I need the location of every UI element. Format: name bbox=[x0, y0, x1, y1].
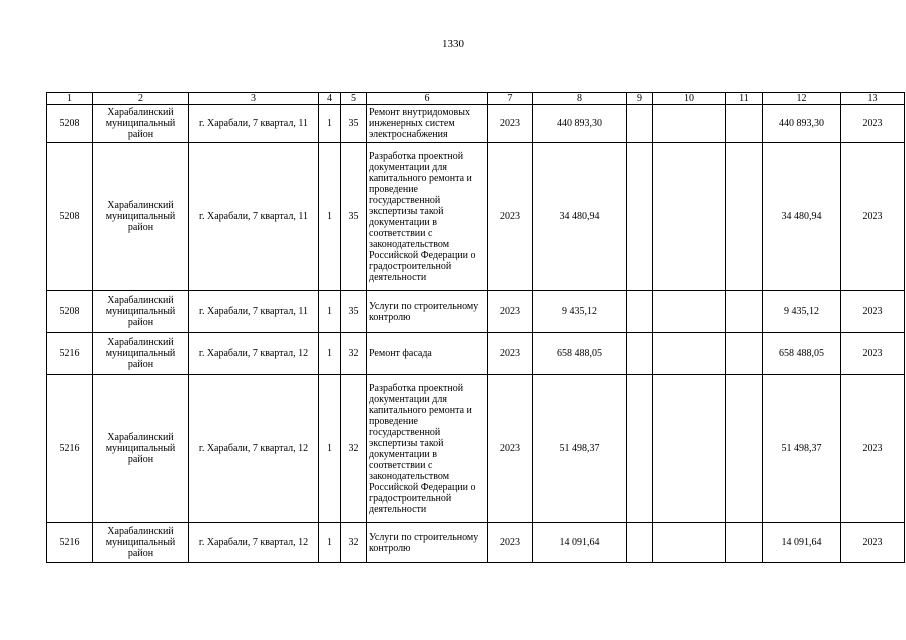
column-header: 9 bbox=[627, 93, 653, 105]
col11-cell bbox=[726, 291, 763, 333]
header-row bbox=[47, 93, 905, 105]
col12-cell: 658 488,05 bbox=[763, 333, 841, 375]
object-code-cell: 5208 bbox=[47, 105, 93, 143]
column-header: 5 bbox=[341, 93, 367, 105]
col11-cell bbox=[726, 105, 763, 143]
col11-cell bbox=[726, 375, 763, 523]
object-code-cell: 5216 bbox=[47, 523, 93, 563]
col10-cell bbox=[653, 375, 726, 523]
col4-cell: 1 bbox=[319, 291, 341, 333]
table-row bbox=[47, 523, 905, 563]
col4-cell: 1 bbox=[319, 375, 341, 523]
table-row bbox=[47, 333, 905, 375]
address-cell: г. Харабали, 7 квартал, 12 bbox=[189, 375, 319, 523]
table-row bbox=[47, 291, 905, 333]
object-code-cell: 5208 bbox=[47, 143, 93, 291]
column-header: 4 bbox=[319, 93, 341, 105]
total-cost-cell: 658 488,05 bbox=[533, 333, 627, 375]
table-row bbox=[47, 143, 905, 291]
column-header: 12 bbox=[763, 93, 841, 105]
page-number: 1330 bbox=[442, 38, 464, 50]
work-description-cell: Разработка проектной документации для капитального ремонта и проведение государственной экспертизы такой документации в соответствии с законодательством Российской Федерации о градостроительной деятельности bbox=[367, 375, 488, 523]
table-row bbox=[47, 105, 905, 143]
column-header: 7 bbox=[488, 93, 533, 105]
column-header: 10 bbox=[653, 93, 726, 105]
col13-cell: 2023 bbox=[841, 523, 905, 563]
col13-cell: 2023 bbox=[841, 105, 905, 143]
col4-cell: 1 bbox=[319, 523, 341, 563]
municipality-cell: Харабалинский муниципальный район bbox=[93, 375, 189, 523]
municipality-cell: Харабалинский муниципальный район bbox=[93, 291, 189, 333]
column-header: 8 bbox=[533, 93, 627, 105]
column-header: 6 bbox=[367, 93, 488, 105]
col9-cell bbox=[627, 291, 653, 333]
capital-repair-table bbox=[46, 92, 905, 563]
col9-cell bbox=[627, 143, 653, 291]
total-cost-cell: 51 498,37 bbox=[533, 375, 627, 523]
col9-cell bbox=[627, 333, 653, 375]
municipality-cell: Харабалинский муниципальный район bbox=[93, 143, 189, 291]
municipality-cell: Харабалинский муниципальный район bbox=[93, 105, 189, 143]
work-description-cell: Услуги по строительному контролю bbox=[367, 291, 488, 333]
year-cell: 2023 bbox=[488, 375, 533, 523]
address-cell: г. Харабали, 7 квартал, 11 bbox=[189, 291, 319, 333]
col12-cell: 34 480,94 bbox=[763, 143, 841, 291]
year-cell: 2023 bbox=[488, 143, 533, 291]
work-description-cell: Разработка проектной документации для капитального ремонта и проведение государственной экспертизы такой документации в соответствии с законодательством Российской Федерации о градостроительной деятельности bbox=[367, 143, 488, 291]
col9-cell bbox=[627, 523, 653, 563]
object-code-cell: 5208 bbox=[47, 291, 93, 333]
col13-cell: 2023 bbox=[841, 375, 905, 523]
col11-cell bbox=[726, 523, 763, 563]
column-header: 2 bbox=[93, 93, 189, 105]
column-header: 13 bbox=[841, 93, 905, 105]
address-cell: г. Харабали, 7 квартал, 12 bbox=[189, 523, 319, 563]
col12-cell: 440 893,30 bbox=[763, 105, 841, 143]
column-header: 11 bbox=[726, 93, 763, 105]
column-header: 1 bbox=[47, 93, 93, 105]
object-code-cell: 5216 bbox=[47, 375, 93, 523]
total-cost-cell: 34 480,94 bbox=[533, 143, 627, 291]
col5-cell: 32 bbox=[341, 333, 367, 375]
col12-cell: 14 091,64 bbox=[763, 523, 841, 563]
col5-cell: 32 bbox=[341, 523, 367, 563]
total-cost-cell: 14 091,64 bbox=[533, 523, 627, 563]
table-row bbox=[47, 375, 905, 523]
col12-cell: 9 435,12 bbox=[763, 291, 841, 333]
col11-cell bbox=[726, 333, 763, 375]
col13-cell: 2023 bbox=[841, 333, 905, 375]
col9-cell bbox=[627, 375, 653, 523]
col4-cell: 1 bbox=[319, 143, 341, 291]
column-header: 3 bbox=[189, 93, 319, 105]
col10-cell bbox=[653, 143, 726, 291]
year-cell: 2023 bbox=[488, 333, 533, 375]
col12-cell: 51 498,37 bbox=[763, 375, 841, 523]
municipality-cell: Харабалинский муниципальный район bbox=[93, 523, 189, 563]
year-cell: 2023 bbox=[488, 523, 533, 563]
year-cell: 2023 bbox=[488, 105, 533, 143]
col10-cell bbox=[653, 523, 726, 563]
total-cost-cell: 9 435,12 bbox=[533, 291, 627, 333]
address-cell: г. Харабали, 7 квартал, 12 bbox=[189, 333, 319, 375]
work-description-cell: Ремонт фасада bbox=[367, 333, 488, 375]
col10-cell bbox=[653, 333, 726, 375]
col13-cell: 2023 bbox=[841, 143, 905, 291]
col9-cell bbox=[627, 105, 653, 143]
col10-cell bbox=[653, 105, 726, 143]
work-description-cell: Услуги по строительному контролю bbox=[367, 523, 488, 563]
address-cell: г. Харабали, 7 квартал, 11 bbox=[189, 105, 319, 143]
year-cell: 2023 bbox=[488, 291, 533, 333]
col10-cell bbox=[653, 291, 726, 333]
col5-cell: 35 bbox=[341, 105, 367, 143]
col11-cell bbox=[726, 143, 763, 291]
col5-cell: 35 bbox=[341, 143, 367, 291]
col4-cell: 1 bbox=[319, 333, 341, 375]
total-cost-cell: 440 893,30 bbox=[533, 105, 627, 143]
municipality-cell: Харабалинский муниципальный район bbox=[93, 333, 189, 375]
col13-cell: 2023 bbox=[841, 291, 905, 333]
work-description-cell: Ремонт внутридомовых инженерных систем электроснабжения bbox=[367, 105, 488, 143]
col5-cell: 32 bbox=[341, 375, 367, 523]
object-code-cell: 5216 bbox=[47, 333, 93, 375]
address-cell: г. Харабали, 7 квартал, 11 bbox=[189, 143, 319, 291]
col5-cell: 35 bbox=[341, 291, 367, 333]
col4-cell: 1 bbox=[319, 105, 341, 143]
